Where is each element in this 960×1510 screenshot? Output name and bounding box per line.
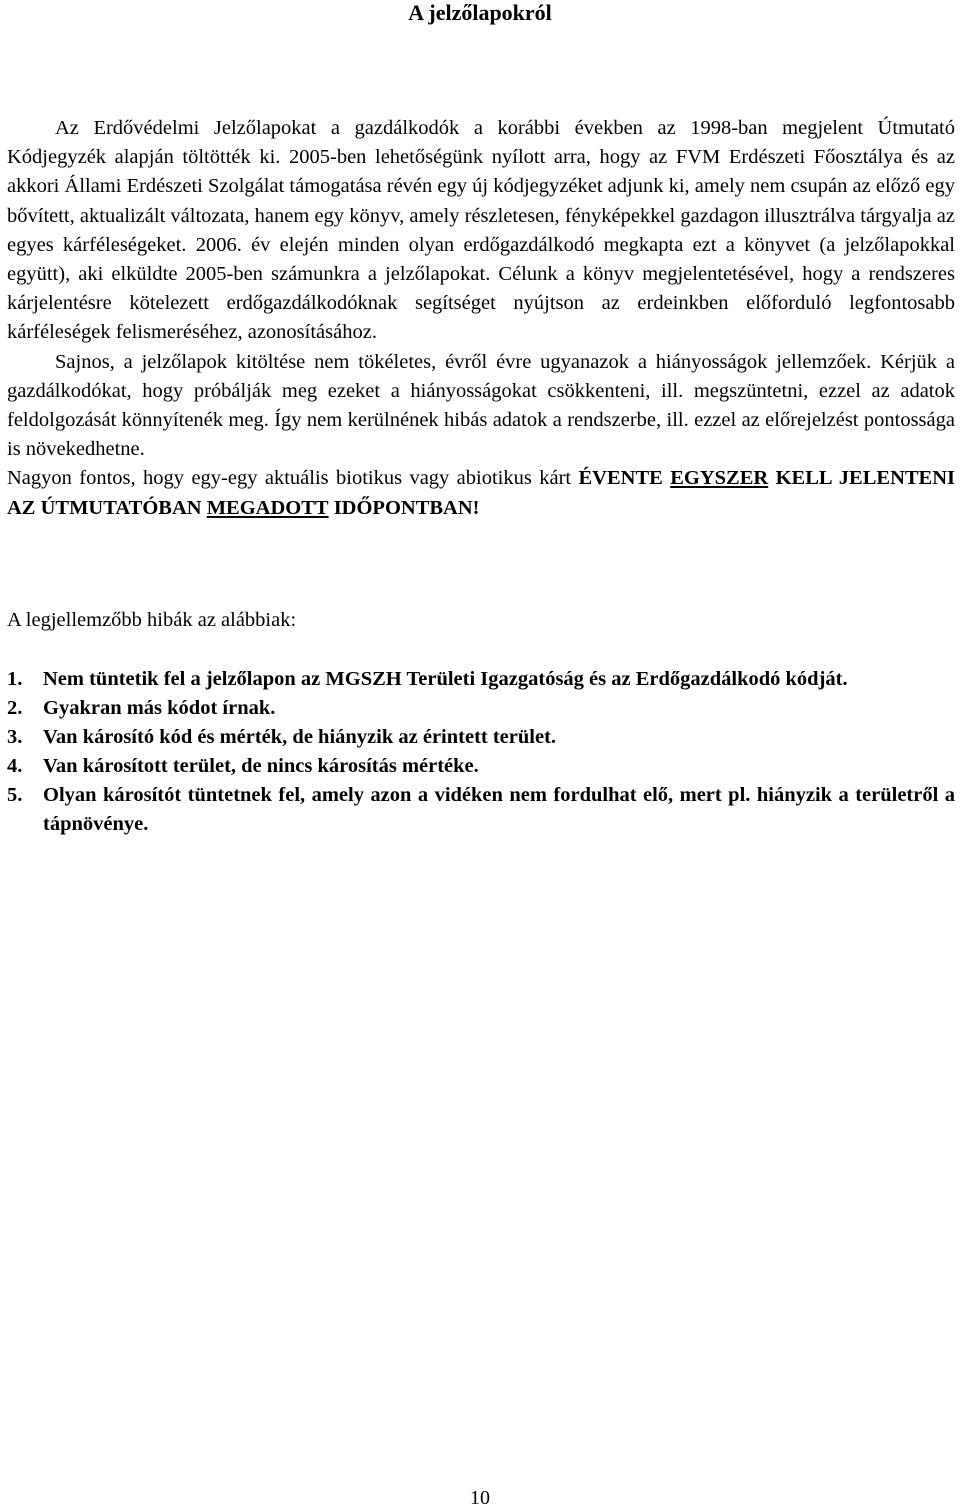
list-item (7, 752, 955, 781)
list-item (7, 781, 955, 839)
list-item-number: 5. (7, 784, 23, 806)
list-item (7, 694, 955, 723)
list-item-text: Van károsított terület, de nincs károsítás mértéke. (43, 755, 479, 777)
notice-evente: ÉVENTE (578, 467, 663, 490)
list-item-text: Van károsító kód és mérték, de hiányzik az érintett terület. (43, 726, 557, 748)
notice-megadott: MEGADOTT (206, 496, 329, 519)
list-item-number: 4. (7, 755, 23, 777)
list-item (7, 665, 955, 694)
list-item-text: Nem tüntetik fel a jelzőlapon az MGSZH Területi Igazgatóság és az Erdőgazdálkodó kódját. (43, 668, 848, 690)
list-item-number: 2. (7, 697, 23, 719)
notice-egyszer: EGYSZER (670, 467, 769, 490)
body-text (7, 114, 955, 523)
list-item-number: 1. (7, 668, 23, 690)
list-item-number: 3. (7, 726, 23, 748)
errors-heading: A legjellemzőbb hibák az alábbiak: (7, 609, 297, 631)
second-paragraph: Sajnos, a jelzőlapok kitöltése nem tökéletes, évről évre ugyanazok a hiányosságok jellemzőek. Kérjük a gazdálkodókat, hogy próbálják meg ezeket a hiányosságokat csökkenteni, ill. megszüntetni, ezzel az adatok feldolgozását könnyítenék meg. Így nem kerülnének hibás adatok a rendszerbe, ill. ezzel az előrejelzést pontossága is növekedhetne. (7, 350, 955, 461)
intro-paragraph: Az Erdővédelmi Jelzőlapokat a gazdálkodók a korábbi években az 1998-ban megjelent Útmutató Kódjegyzék alapján töltötték ki. 2005-ben lehetőségünk nyílott arra, hogy az FVM Erdészeti Főosztálya és az akkori Állami Erdészeti Szolgálat támogatása révén egy új kódjegyzéket adjunk ki, amely nem csupán az előző egy bővített, aktualizált változata, hanem egy könyv, amely részletesen, fényképekkel gazdagon illusztrálva tárgyalja az egyes kárféleségeket. 2006. év elején minden olyan erdőgazdálkodó megkapta ezt a könyvet (a jelzőlapokkal együtt), aki elküldte 2005-ben számunkra a jelzőlapokat. Célunk a könyv megjelentetésével, hogy a rendszeres kárjelentésre kötelezett erdőgazdálkodóknak segítséget nyújtson az erdeinkben előforduló legfontosabb kárféleségek felismeréséhez, azonosításához. (7, 117, 955, 344)
list-item (7, 723, 955, 752)
notice-lead: Nagyon fontos, hogy egy-egy aktuális biotikus vagy abiotikus kárt (7, 467, 572, 490)
notice-idopontban: IDŐPONTBAN! (333, 496, 480, 519)
page-title: A jelzőlapokról (408, 0, 552, 25)
list-item-text: Olyan károsítót tüntetnek fel, amely azon a vidéken nem fordulhat elő, mert pl. hiányzik a területről a tápnövénye. (43, 784, 955, 835)
page-number: 10 (470, 1487, 490, 1509)
notice-kell-jelenteni: KELL JELENTENI AZ ÚTMUTATÓBAN (7, 467, 956, 519)
errors-list (7, 665, 955, 839)
important-notice (7, 464, 955, 522)
list-item-text: Gyakran más kódot írnak. (43, 697, 276, 719)
